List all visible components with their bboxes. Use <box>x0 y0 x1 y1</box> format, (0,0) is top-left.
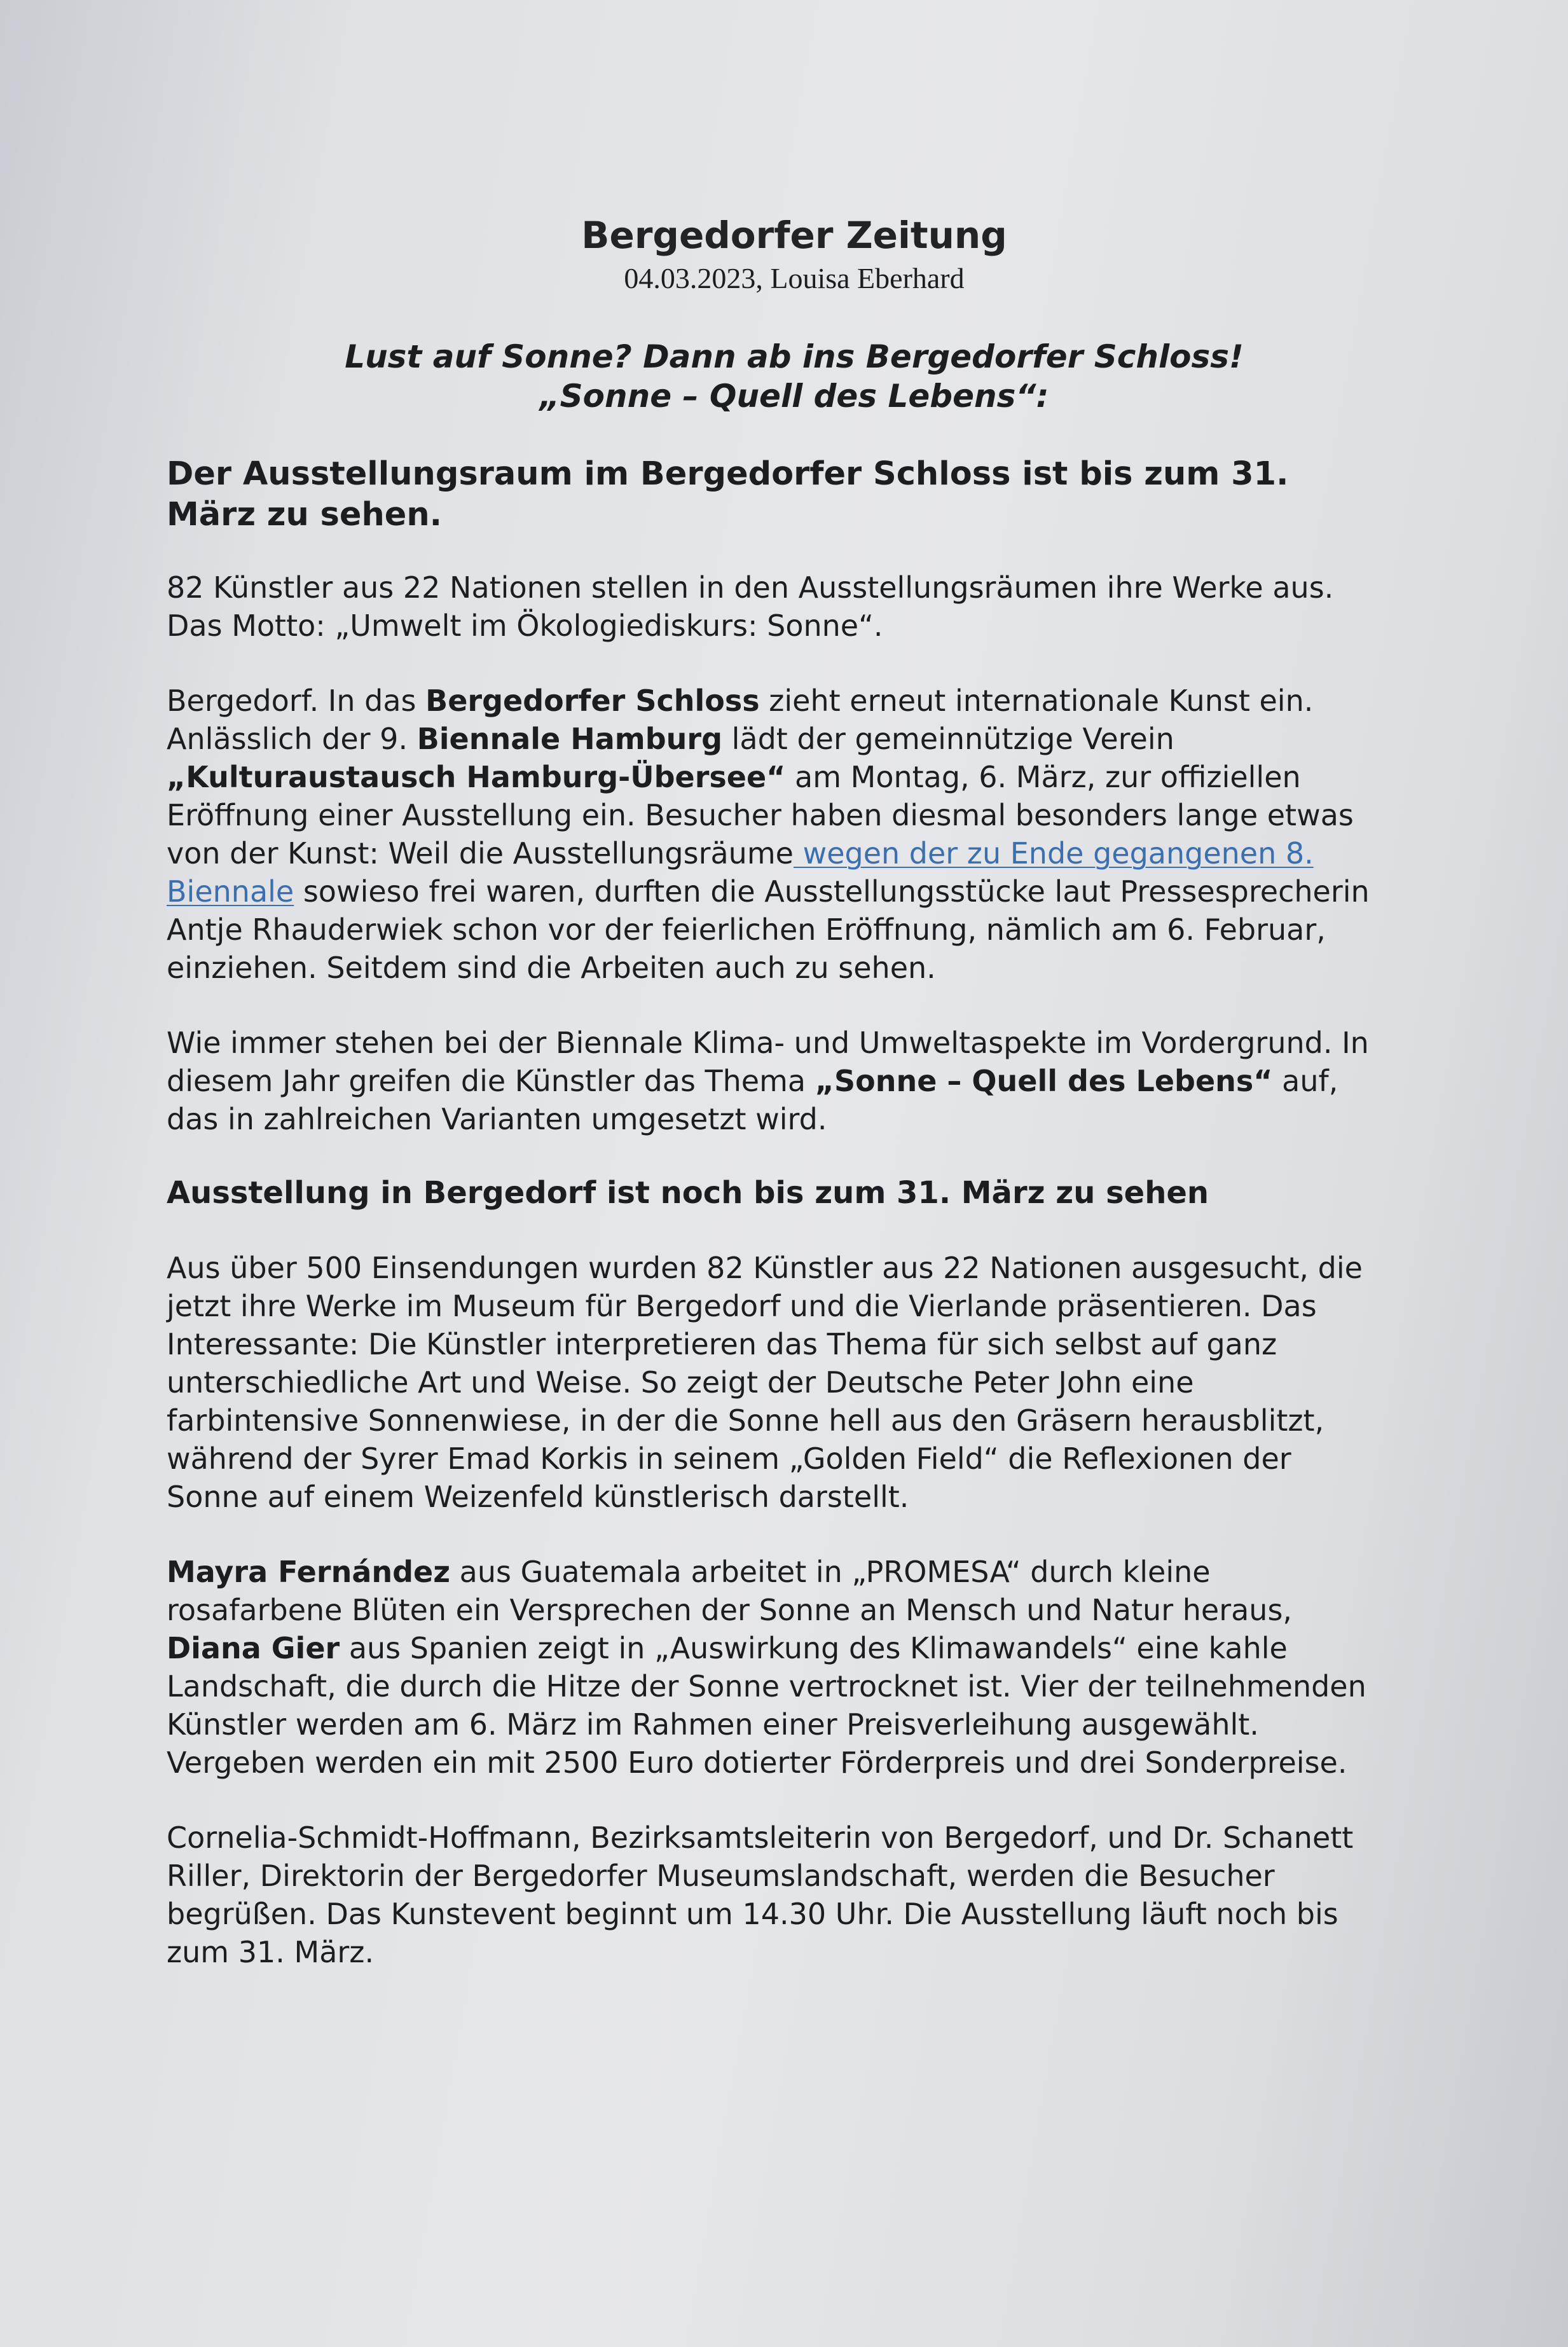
paragraph-closing: Cornelia-Schmidt-Hoffmann, Bezirksamtsleiterin von Bergedorf, und Dr. Schanett Riller, Direktorin der Bergedorfer Museumslandschaft, werden die Besucher begrüßen. Das Kunstevent beginnt um 14.30 Uhr. Die Ausstellung läuft noch bis zum 31. März. <box>167 1820 1354 1969</box>
headline-line-2: „Sonne – Quell des Lebens“: <box>539 378 1049 415</box>
subheadline: Der Ausstellungsraum im Bergedorfer Schloss ist bis zum 31. März zu sehen. <box>167 455 1289 533</box>
text-run: zieht erneut internationale Kunst ein. Anlässlich der 9. <box>167 684 1314 756</box>
text-run: sowieso frei waren, durften die Ausstellungsstücke laut Pressesprecherin Antje Rhauderwiek schon vor der feierlichen Eröffnung, nämlich am 6. Februar, einziehen. Seitdem sind die Arbeiten auch zu sehen. <box>167 874 1370 985</box>
text-run: auf, das in zahlreichen Varianten umgesetzt wird. <box>167 1064 1338 1136</box>
paragraph-intro <box>167 682 1384 987</box>
text-run: am Montag, 6. März, zur offiziellen Eröffnung einer Ausstellung ein. Besucher haben diesmal besonders lange etwas von der Kunst: Weil die Ausstellungsräume <box>167 760 1354 871</box>
biennale-link[interactable]: wegen der zu Ende gegangenen 8. Biennale <box>167 836 1314 909</box>
newspaper-name: Bergedorfer Zeitung <box>581 214 1007 257</box>
text-run: Wie immer stehen bei der Biennale Klima- und Umweltaspekte im Vordergrund. In diesem Jahr greifen die Künstler das Thema <box>167 1026 1369 1098</box>
text-run: Bergedorf. In das <box>167 684 426 718</box>
text-run: aus Spanien zeigt in „Auswirkung des Klimawandels“ eine kahle Landschaft, die durch die Hitze der Sonne vertrocknet ist. Vier der teilnehmenden Künstler werden am 6. März im Rahmen einer Preisverleihung ausgewählt. Vergeben werden ein mit 2500 Euro dotierter Förderpreis und drei Sonderpreise. <box>167 1631 1366 1780</box>
bold-run: „Kulturaustausch Hamburg-Übersee“ <box>167 760 786 794</box>
paragraph-artists <box>167 1553 1384 1782</box>
section-heading: Ausstellung in Bergedorf ist noch bis zum 31. März zu sehen <box>167 1175 1209 1211</box>
bold-run: Diana Gier <box>167 1631 340 1665</box>
bold-run: „Sonne – Quell des Lebens“ <box>815 1064 1273 1098</box>
bold-run: Bergedorfer Schloss <box>425 684 760 718</box>
paragraph-theme <box>167 1024 1384 1138</box>
text-run: aus Guatemala arbeitet in „PROMESA“ durch kleine rosafarbene Blüten ein Versprechen der Sonne an Mensch und Natur heraus, <box>167 1555 1293 1627</box>
masthead <box>167 210 1384 296</box>
bold-run: Mayra Fernández <box>167 1555 451 1589</box>
headline-line-1: Lust auf Sonne? Dann ab ins Bergedorfer Schloss! <box>345 338 1244 375</box>
paragraph-selection: Aus über 500 Einsendungen wurden 82 Künstler aus 22 Nationen ausgesucht, die jetzt ihre Werke im Museum für Bergedorf und die Vierlande präsentieren. Das Interessante: Die Künstler interpretieren das Thema für sich selbst auf ganz unterschiedliche Art und Weise. So zeigt der Deutsche Peter John eine farbintensive Sonnenwiese, in der die Sonne hell aus den Gräsern herausblitzt, während der Syrer Emad Korkis in seinem „Golden Field“ die Reflexionen der Sonne auf einem Weizenfeld künstlerisch darstellt. <box>167 1251 1363 1514</box>
lead-paragraph: 82 Künstler aus 22 Nationen stellen in den Ausstellungsräumen ihre Werke aus. Das Motto: „Umwelt im Ökologiediskurs: Sonne“. <box>167 570 1334 643</box>
text-run: lädt der gemeinnützige Verein <box>722 722 1174 756</box>
bold-run: Biennale Hamburg <box>416 722 723 756</box>
headline <box>167 337 1384 416</box>
dateline: 04.03.2023, Louisa Eberhard <box>624 262 965 294</box>
